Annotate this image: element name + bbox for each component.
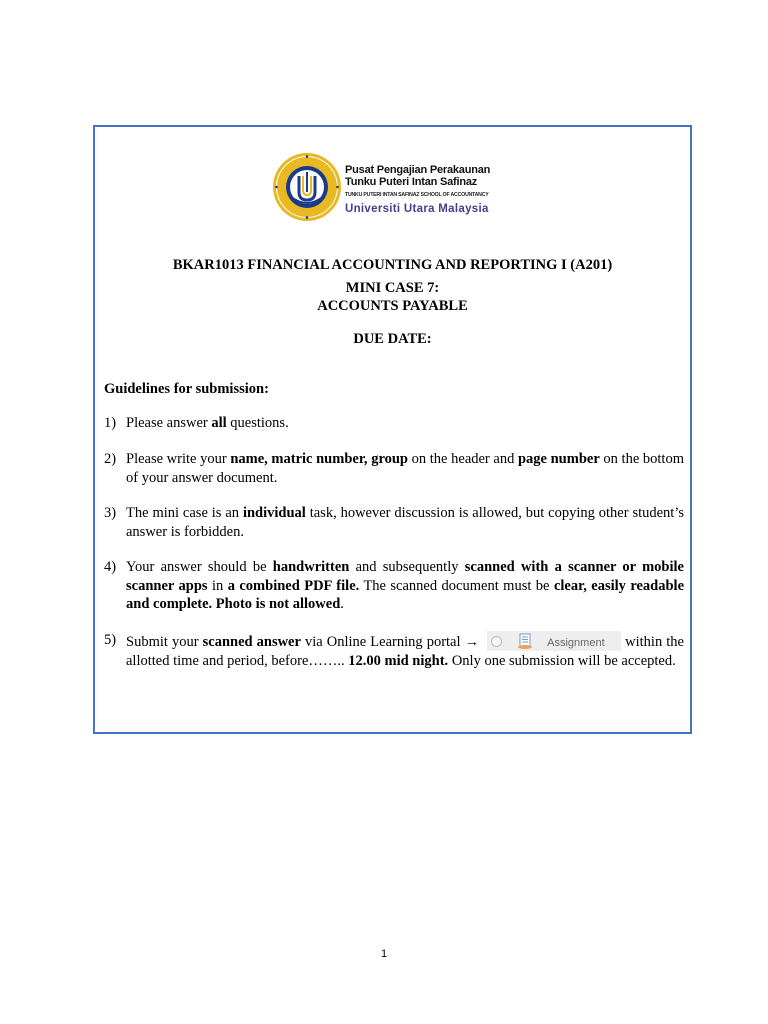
item-text: Please answer all questions.: [126, 415, 289, 431]
item-number: 1): [104, 415, 117, 431]
radio-icon: [491, 636, 502, 647]
course-title: BKAR1013 FINANCIAL ACCOUNTING AND REPORTING I (A201): [172, 257, 613, 273]
item-number: 4): [104, 559, 117, 575]
case-title: ACCOUNTS PAYABLE: [317, 298, 468, 314]
school-logo: [272, 152, 512, 222]
guideline-item-1: [104, 414, 684, 433]
guidelines-title: Guidelines for submission:: [104, 381, 269, 397]
logo-line-4: Universiti Utara Malaysia: [345, 203, 489, 215]
logo-line-3: TUNKU PUTERI INTAN SAFINAZ SCHOOL OF ACCOUNTANCY: [345, 192, 489, 198]
guideline-item-5: [104, 631, 684, 670]
due-date: DUE DATE:: [353, 331, 432, 347]
item-text: Please write your name, matric number, group on the header and page number on the bottom of your answer document.: [126, 451, 684, 486]
item-text: Submit your scanned answer via Online Learning portal → Assignment within the allotted time and period, before…….. 12.00 mid night. Only one submission will be accepted.: [126, 631, 684, 670]
logo-line-1: Pusat Pengajian Perakaunan: [345, 164, 491, 176]
item-number: 5): [104, 632, 117, 648]
guideline-item-4: [104, 558, 684, 614]
assignment-document-icon: [517, 633, 533, 649]
guideline-item-2: [104, 450, 684, 487]
guideline-item-3: [104, 504, 684, 541]
item-text: Your answer should be handwritten and subsequently scanned with a scanner or mobile scanner apps in a combined PDF file. The scanned document must be clear, easily readable and complete. Photo is not allowed.: [126, 559, 685, 612]
item-number: 3): [104, 505, 117, 521]
item-text: The mini case is an individual task, however discussion is allowed, but copying other student’s answer is forbidden.: [126, 505, 685, 540]
item-number: 2): [104, 451, 117, 467]
case-number: MINI CASE 7:: [345, 280, 440, 296]
assignment-button[interactable]: [487, 631, 621, 651]
logo-line-2: Tunku Puteri Intan Safinaz: [345, 176, 478, 188]
logo-text: [345, 164, 515, 215]
guidelines-frame: [93, 125, 692, 734]
assignment-label: Assignment: [547, 637, 605, 649]
uum-seal-icon: [272, 152, 342, 222]
page-number: 1: [380, 948, 388, 960]
